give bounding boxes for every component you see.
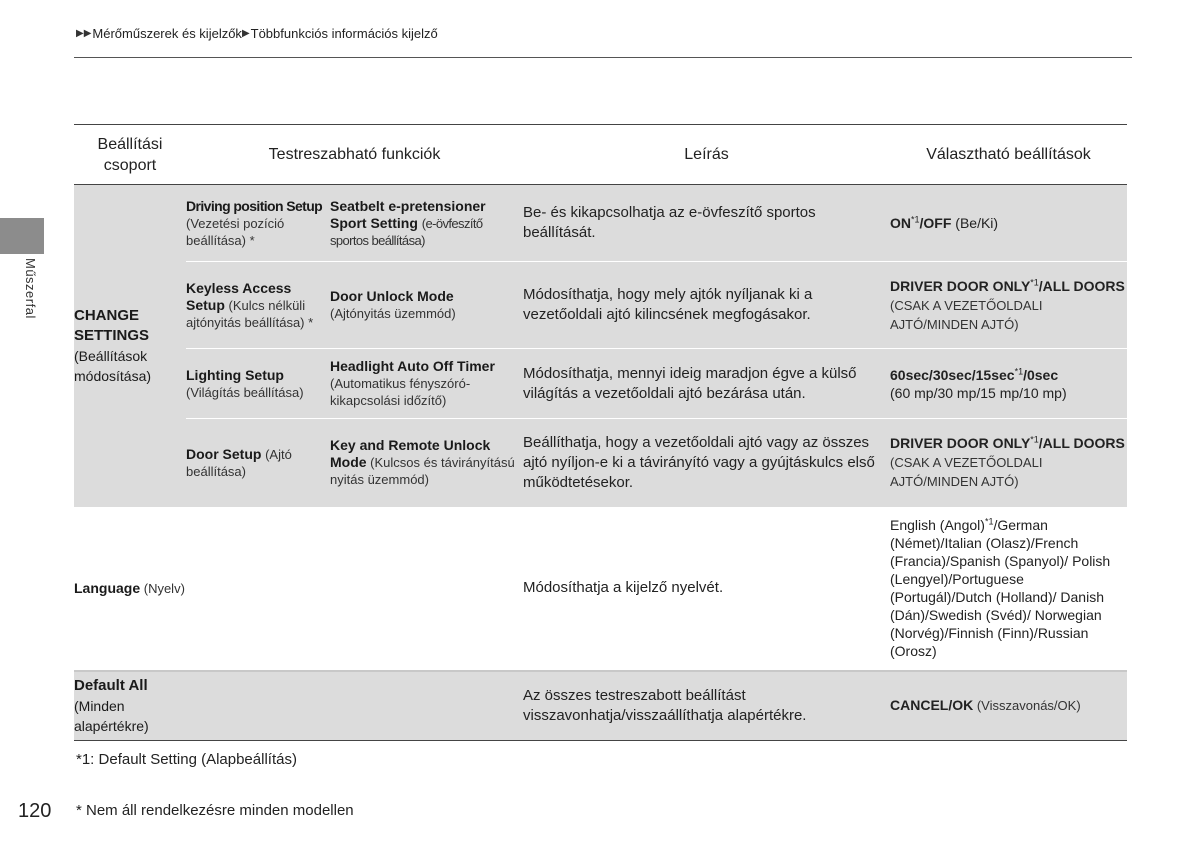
feature-cell: Key and Remote Unlock Mode (Kulcsos és távirányítású nyitás üzemmód) bbox=[330, 419, 523, 507]
table-row bbox=[74, 419, 1127, 507]
table-row bbox=[74, 507, 1127, 671]
sub-group: Keyless Access Setup (Kulcs nélküli ajtónyitás beállítása) * bbox=[186, 262, 330, 349]
breadcrumb-part1[interactable]: Mérőműszerek és kijelzők bbox=[92, 26, 242, 41]
header-group: Beállítási csoport bbox=[74, 125, 186, 185]
options-cell: English (Angol)$^{*1}$/German (Német)/Italian (Olasz)/French (Francia)/Spanish (Spanyol)/ Polish (Lengyel)/Portuguese (Portugál)/Dutch (Holland)/ Danish (Dán)/Swedish (Svéd)/ Norwegian (Norvég)/Finnish (Finn)/Russian (Orosz) bbox=[890, 507, 1127, 671]
table-header-row bbox=[74, 125, 1127, 185]
change-settings-group bbox=[74, 185, 186, 507]
header-divider bbox=[74, 57, 1132, 58]
options-cell: ON$^{*1}$/OFF (Be/Ki) bbox=[890, 185, 1127, 262]
feature-cell: Seatbelt e-pretensioner Sport Setting (e-övfeszítő sportos beállítása) bbox=[330, 185, 523, 262]
breadcrumb-part2[interactable]: Többfunkciós információs kijelző bbox=[250, 26, 438, 41]
table-row bbox=[74, 185, 1127, 262]
table-row bbox=[74, 262, 1127, 349]
options-cell: DRIVER DOOR ONLY$^{*1}$/ALL DOORS (CSAK A VEZETŐOLDALI AJTÓ/MINDEN AJTÓ) bbox=[890, 262, 1127, 349]
options-cell: CANCEL/OK (Visszavonás/OK) bbox=[890, 671, 1127, 741]
section-tab-label: Műszerfal bbox=[23, 258, 38, 319]
double-arrow-icon: ▶▶ bbox=[76, 28, 92, 39]
sub-group: Driving position Setup (Vezetési pozíció beállítása) * bbox=[186, 185, 330, 262]
settings-table bbox=[74, 124, 1127, 741]
options-cell: DRIVER DOOR ONLY$^{*1}$/ALL DOORS (CSAK A VEZETŐOLDALI AJTÓ/MINDEN AJTÓ) bbox=[890, 419, 1127, 507]
arrow-icon: ▶ bbox=[241, 28, 250, 39]
breadcrumb bbox=[76, 26, 438, 41]
group-subtitle: (Beállítások módosítása) bbox=[74, 347, 152, 384]
table-row bbox=[74, 349, 1127, 419]
description-cell: Módosíthatja, mennyi ideig maradjon égve a külső világítás a vezetőoldali ajtó bezárása után. bbox=[523, 349, 890, 419]
options-cell: $60\sec/30\sec/15\sec^{*1}/0\sec$ (60 mp/30 mp/15 mp/10 mp) bbox=[890, 349, 1127, 419]
group-title: CHANGE SETTINGS bbox=[74, 306, 150, 344]
footnote-default-setting: *1: Default Setting (Alapbeállítás) bbox=[76, 751, 297, 768]
section-tab[interactable] bbox=[0, 218, 44, 254]
description-cell: Beállíthatja, hogy a vezetőoldali ajtó vagy az összes ajtó nyíljon-e ki a távirányító vagy a gyújtáskulcs első működtetésekor. bbox=[523, 419, 890, 507]
table-row bbox=[74, 671, 1127, 741]
feature-cell: Door Unlock Mode (Ajtónyitás üzemmód) bbox=[330, 262, 523, 349]
description-cell: Az összes testreszabott beállítást visszavonhatja/visszaállíthatja alapértékre. bbox=[523, 671, 890, 741]
default-all-cell: Default All (Minden alapértékre) bbox=[74, 671, 523, 741]
description-cell: Be- és kikapcsolhatja az e-övfeszítő sportos beállítását. bbox=[523, 185, 890, 262]
feature-cell: Headlight Auto Off Timer (Automatikus fényszóró-kikapcsolási időzítő) bbox=[330, 349, 523, 419]
header-options: Választható beállítások bbox=[890, 125, 1127, 185]
description-cell: Módosíthatja, hogy mely ajtók nyíljanak ki a vezetőoldali ajtó kilincsének megfogásakor. bbox=[523, 262, 890, 349]
description-cell: Módosíthatja a kijelző nyelvét. bbox=[523, 507, 890, 671]
page-number: 120 bbox=[18, 800, 52, 822]
sub-group: Lighting Setup (Világítás beállítása) bbox=[186, 349, 330, 419]
header-description: Leírás bbox=[523, 125, 890, 185]
language-cell: Language (Nyelv) bbox=[74, 507, 523, 671]
header-features: Testreszabható funkciók bbox=[186, 125, 523, 185]
footnote-not-all-models: * Nem áll rendelkezésre minden modellen bbox=[76, 802, 354, 819]
sub-group: Door Setup (Ajtó beállítása) bbox=[186, 419, 330, 507]
